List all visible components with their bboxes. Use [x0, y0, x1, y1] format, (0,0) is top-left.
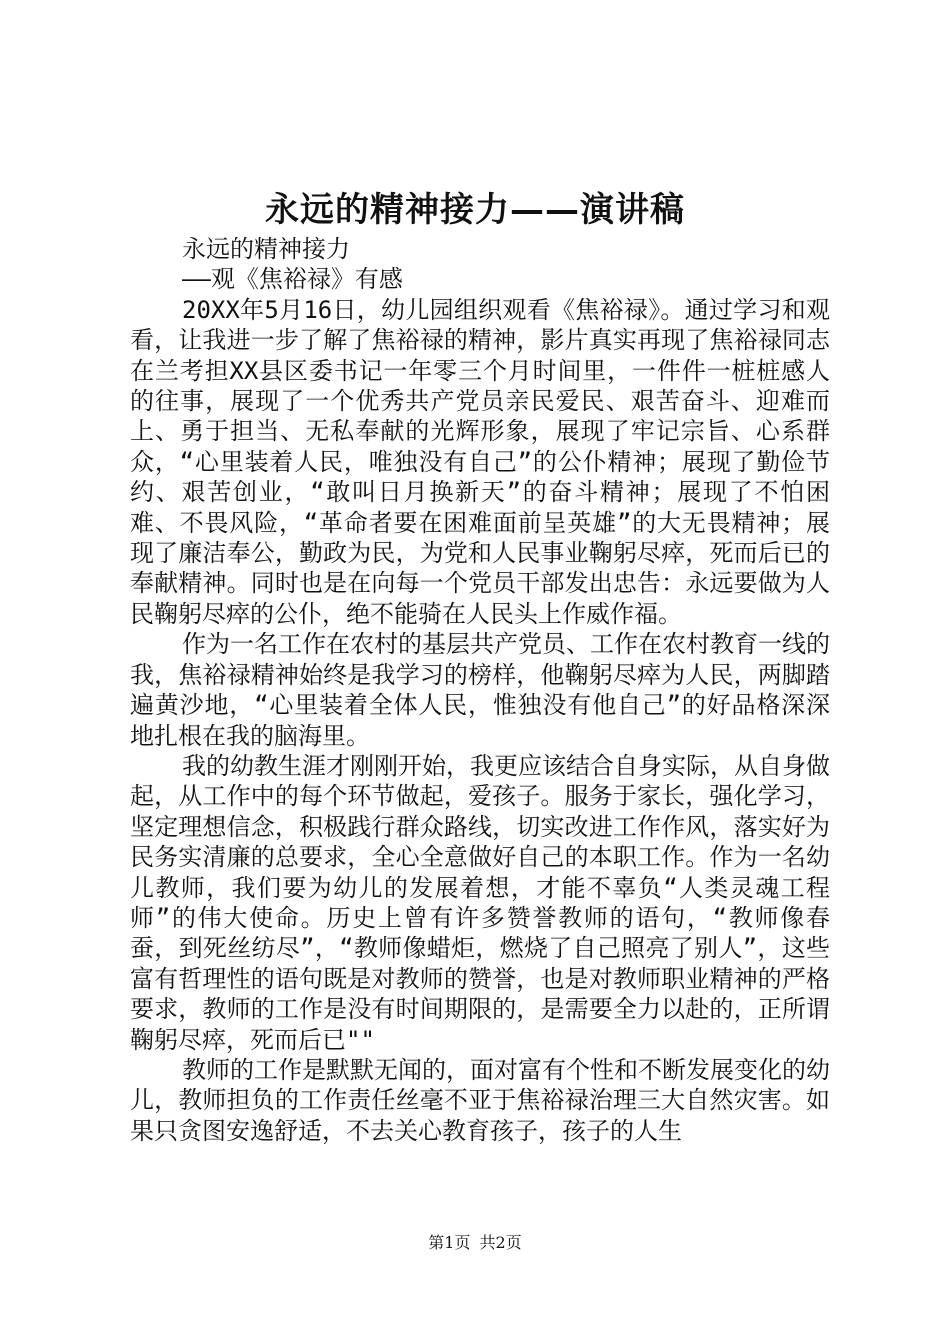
body-paragraph: 20XX年5月16日，幼儿园组织观看《焦裕禄》。通过学习和观看，让我进一步了解了焦裕禄的精神，影片真实再现了焦裕禄同志在兰考担XX县区委书记一年零三个月时间里，一件件一桩桩感人的往事，展现了一个优秀共产党员亲民爱民、艰苦奋斗、迎难而上、勇于担当、无私奉献的光辉形象，展现了牢记宗旨、心系群众，“心里装着人民，唯独没有自己”的公仆精神；展现了勤俭节约、艰苦创业，“敢叫日月换新天”的奋斗精神；展现了不怕困难、不畏风险，“革命者要在困难面前呈英雄”的大无畏精神；展现了廉洁奉公，勤政为民，为党和人民事业鞠躬尽瘁，死而后已的奉献精神。同时也是在向每一个党员干部发出忠告：永远要做为人民鞠躬尽瘁的公仆，绝不能骑在人民头上作威作福。 [130, 295, 830, 628]
body-paragraph: 我的幼教生涯才刚刚开始，我更应该结合自身实际，从自身做起，从工作中的每个环节做起，爱孩子。服务于家长，强化学习，坚定理想信念，积极践行群众路线，切实改进工作作风，落实好为民务实清廉的总要求，全心全意做好自己的本职工作。作为一名幼儿教师，我们要为幼儿的发展着想，才能不辜负“人类灵魂工程师”的伟大使命。历史上曾有许多赞誉教师的语句，“教师像春蚕，到死丝纺尽”，“教师像蜡炬，燃烧了自己照亮了别人”，这些富有哲理性的语句既是对教师的赞誉，也是对教师职业精神的严格要求，教师的工作是没有时间期限的，是需要全力以赴的，正所谓鞠躬尽瘁，死而后已"" [130, 751, 830, 1054]
document-body [130, 234, 830, 1146]
subtitle-line: 永远的精神接力 [182, 235, 350, 263]
subtitle-line: ——观《焦裕禄》有感 [182, 265, 403, 294]
page-indicator: 第1页 共2页 [428, 1233, 522, 1252]
body-paragraph: 教师的工作是默默无闻的，面对富有个性和不断发展变化的幼儿，教师担负的工作责任丝毫不亚于焦裕禄治理三大自然灾害。如果只贪图安逸舒适，不去关心教育孩子，孩子的人生 [130, 1055, 830, 1145]
document-title: 永远的精神接力——演讲稿 [265, 190, 685, 230]
body-paragraph: 作为一名工作在农村的基层共产党员、工作在农村教育一线的我，焦裕禄精神始终是我学习的榜样，他鞠躬尽瘁为人民，两脚踏遍黄沙地，“心里装着全体人民，惟独没有他自己”的好品格深深地扎根在我的脑海里。 [130, 630, 830, 750]
